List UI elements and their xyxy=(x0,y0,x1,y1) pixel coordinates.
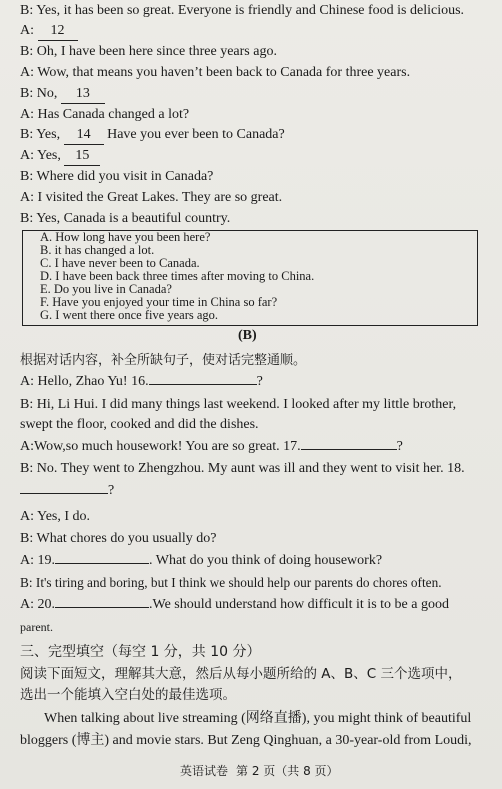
passage-line: bloggers (博主) and movie stars. But Zeng Qinghuan, a 30-year-old from Loudi, xyxy=(20,733,472,748)
passage-line: When talking about live streaming (网络直播), you might think of beautiful xyxy=(44,711,472,726)
option-d: D. I have been back three times after moving to China. xyxy=(40,269,315,283)
option-a: A. How long have you been here? xyxy=(40,230,211,244)
footer-subject: 英语试卷 xyxy=(180,764,229,778)
blank-16[interactable] xyxy=(149,384,257,385)
dialogue-line: A: Wow, that means you haven’t been back to Canada for three years. xyxy=(20,65,411,80)
dialogue2-line: swept the floor, cooked and did the dishes. xyxy=(20,417,259,432)
dialogue-line: B: Where did you visit in Canada? xyxy=(20,169,214,184)
option-b: B. it has changed a lot. xyxy=(40,243,155,257)
option-f: F. Have you enjoyed your time in China so far? xyxy=(40,295,278,309)
dialogue-line: A: Has Canada changed a lot? xyxy=(20,107,190,122)
dialogue-line: B: Oh, I have been here since three years ago. xyxy=(20,44,277,59)
dialogue-line: B: Yes, it has been so great. Everyone is friendly and Chinese food is delicious. xyxy=(20,3,465,18)
dialogue2-line-19: A: 19. . What do you think of doing housework? xyxy=(20,553,383,568)
blank-18[interactable] xyxy=(20,493,108,494)
blank-15[interactable]: 15 xyxy=(64,147,100,166)
dialogue2-line-18: ? xyxy=(20,482,114,500)
dialogue2-line: A: Yes, I do. xyxy=(20,509,91,524)
blank-14[interactable]: 14 xyxy=(64,126,104,145)
dialogue2-line: B: It's tiring and boring, but I think we should help our parents do chores often. xyxy=(20,575,442,590)
dialogue2-line: B: No. They went to Zhengzhou. My aunt was ill and they went to visit her. 18. xyxy=(20,461,465,476)
dialogue2-line-16: A: Hello, Zhao Yu! 16. ? xyxy=(20,374,263,389)
dialogue2-line: B: Hi, Li Hui. I did many things last weekend. I looked after my little brother, xyxy=(20,397,457,412)
section3-instruction: 选出一个能填入空白处的最佳选项。 xyxy=(20,687,236,703)
blank-19[interactable] xyxy=(55,563,149,564)
dialogue2-line: parent. xyxy=(20,620,53,634)
dialogue2-line-20: A: 20. .We should understand how difficult it is to be a good xyxy=(20,597,449,612)
dialogue2-line: B: What chores do you usually do? xyxy=(20,531,217,546)
blank-20[interactable] xyxy=(55,607,149,608)
dialogue-line: A: I visited the Great Lakes. They are so great. xyxy=(20,190,283,205)
blank-17[interactable] xyxy=(301,449,397,450)
section3-title: 三、完型填空（每空 1 分，共 10 分） xyxy=(20,644,261,660)
dialogue-line: B: Yes, Canada is a beautiful country. xyxy=(20,211,231,226)
blank-12[interactable]: 12 xyxy=(38,22,78,41)
section3-instruction: 阅读下面短文，理解其大意，然后从每小题所给的 A、B、C 三个选项中， xyxy=(20,666,462,682)
dialogue-line: B: No, 13 xyxy=(20,85,105,104)
dialogue-line: A: 12 xyxy=(20,22,78,41)
option-g: G. I went there once five years ago. xyxy=(40,308,219,322)
option-c: C. I have never been to Canada. xyxy=(40,256,200,270)
instruction-b: 根据对话内容，补全所缺句子，使对话完整通顺。 xyxy=(20,353,307,368)
dialogue-line: B: Yes, 14 Have you ever been to Canada? xyxy=(20,126,285,145)
section-label-b: (B) xyxy=(238,328,257,343)
blank-13[interactable]: 13 xyxy=(61,85,105,104)
option-e: E. Do you live in Canada? xyxy=(40,282,172,296)
dialogue2-line-17: A:Wow,so much housework! You are so great. 17. ? xyxy=(20,439,403,454)
dialogue-line: A: Yes, 15 xyxy=(20,147,100,166)
footer-page-number: 第 2 页（共 8 页） xyxy=(236,764,339,778)
